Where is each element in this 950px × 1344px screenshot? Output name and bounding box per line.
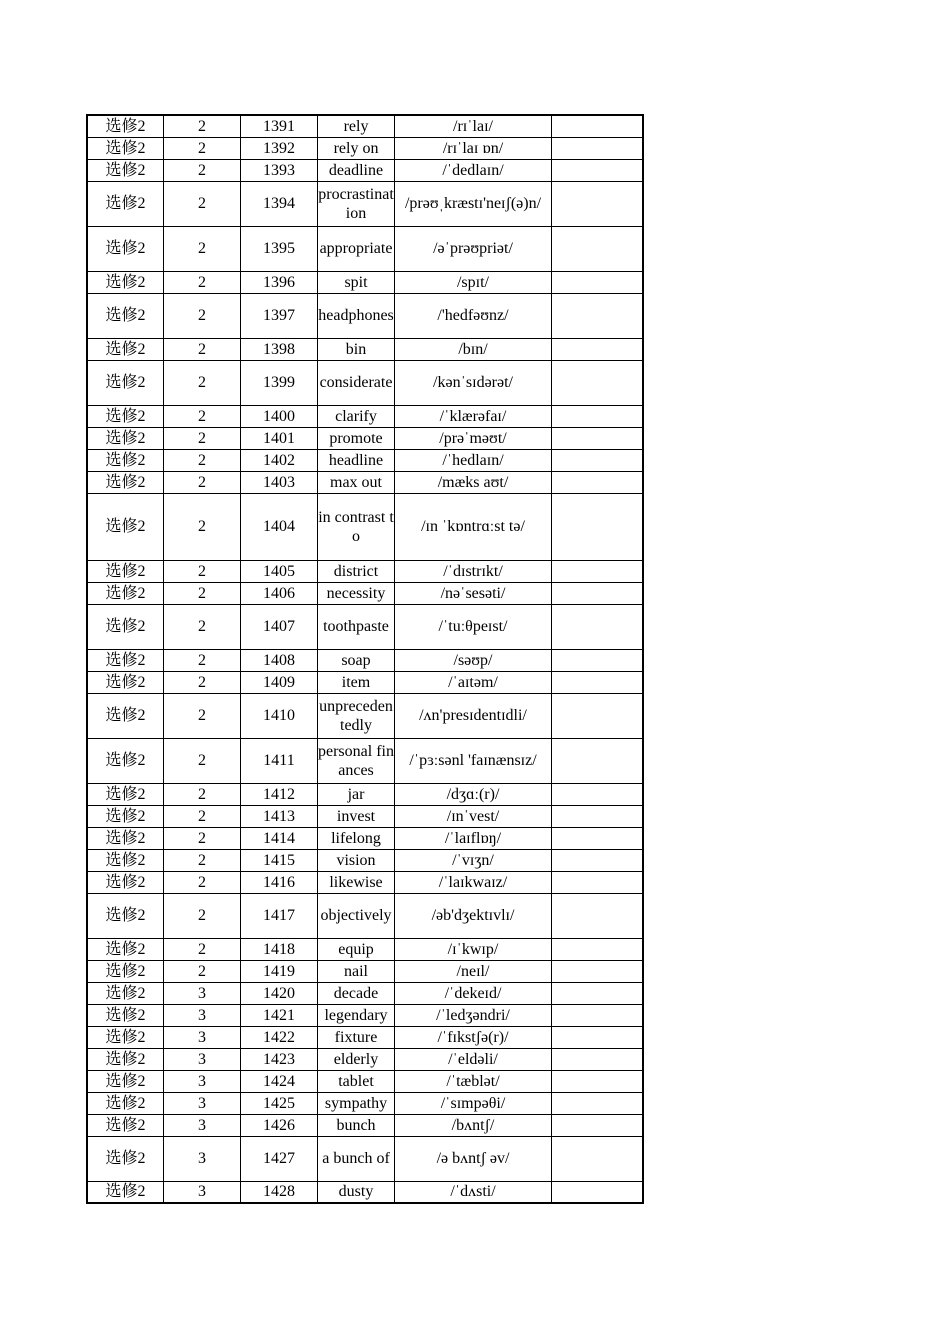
note-cell	[552, 783, 644, 805]
unit-cell: 2	[164, 226, 241, 271]
number-cell: 1422	[241, 1026, 318, 1048]
word-cell: rely	[318, 115, 395, 137]
word-cell: promote	[318, 427, 395, 449]
vocabulary-table-body	[87, 115, 643, 1203]
table-row	[87, 181, 643, 226]
word-cell: fixture	[318, 1026, 395, 1048]
phonetic-cell: /ˈlaɪkwaɪz/	[395, 871, 552, 893]
book-cell: 选修2	[87, 427, 164, 449]
phonetic-cell: /prəʊˌkræstɪ'neɪʃ(ə)n/	[395, 181, 552, 226]
number-cell: 1425	[241, 1092, 318, 1114]
number-cell: 1417	[241, 893, 318, 938]
book-cell: 选修2	[87, 560, 164, 582]
unit-cell: 2	[164, 493, 241, 560]
book-cell: 选修2	[87, 783, 164, 805]
word-cell: considerate	[318, 360, 395, 405]
note-cell	[552, 871, 644, 893]
phonetic-cell: /ˈdɪstrɪkt/	[395, 560, 552, 582]
table-row	[87, 115, 643, 137]
word-cell: legendary	[318, 1004, 395, 1026]
note-cell	[552, 181, 644, 226]
word-cell: dusty	[318, 1181, 395, 1203]
unit-cell: 2	[164, 427, 241, 449]
number-cell: 1413	[241, 805, 318, 827]
table-row	[87, 582, 643, 604]
table-row	[87, 938, 643, 960]
word-cell: spit	[318, 271, 395, 293]
note-cell	[552, 1070, 644, 1092]
phonetic-cell: /ʌn'presɪdentɪdli/	[395, 693, 552, 738]
number-cell: 1410	[241, 693, 318, 738]
number-cell: 1414	[241, 827, 318, 849]
note-cell	[552, 159, 644, 181]
word-cell: headline	[318, 449, 395, 471]
phonetic-cell: /ɪˈkwɪp/	[395, 938, 552, 960]
table-row	[87, 1114, 643, 1136]
table-row	[87, 871, 643, 893]
word-cell: jar	[318, 783, 395, 805]
unit-cell: 3	[164, 982, 241, 1004]
book-cell: 选修2	[87, 582, 164, 604]
word-cell: deadline	[318, 159, 395, 181]
phonetic-cell: /ˈtuːθpeɪst/	[395, 604, 552, 649]
note-cell	[552, 849, 644, 871]
book-cell: 选修2	[87, 181, 164, 226]
number-cell: 1404	[241, 493, 318, 560]
word-cell: objectively	[318, 893, 395, 938]
unit-cell: 3	[164, 1136, 241, 1181]
note-cell	[552, 471, 644, 493]
note-cell	[552, 560, 644, 582]
note-cell	[552, 137, 644, 159]
word-cell: sympathy	[318, 1092, 395, 1114]
number-cell: 1411	[241, 738, 318, 783]
word-cell: tablet	[318, 1070, 395, 1092]
number-cell: 1405	[241, 560, 318, 582]
note-cell	[552, 271, 644, 293]
word-cell: appropriate	[318, 226, 395, 271]
book-cell: 选修2	[87, 871, 164, 893]
word-cell: vision	[318, 849, 395, 871]
phonetic-cell: /neɪl/	[395, 960, 552, 982]
table-row	[87, 693, 643, 738]
word-cell: nail	[318, 960, 395, 982]
number-cell: 1399	[241, 360, 318, 405]
table-row	[87, 293, 643, 338]
table-row	[87, 960, 643, 982]
number-cell: 1400	[241, 405, 318, 427]
table-row	[87, 137, 643, 159]
unit-cell: 2	[164, 271, 241, 293]
book-cell: 选修2	[87, 604, 164, 649]
book-cell: 选修2	[87, 693, 164, 738]
note-cell	[552, 604, 644, 649]
vocabulary-table	[86, 114, 644, 1204]
unit-cell: 3	[164, 1114, 241, 1136]
number-cell: 1395	[241, 226, 318, 271]
unit-cell: 2	[164, 738, 241, 783]
word-cell: necessity	[318, 582, 395, 604]
table-row	[87, 338, 643, 360]
table-row	[87, 671, 643, 693]
word-cell: personal finances	[318, 738, 395, 783]
table-row	[87, 360, 643, 405]
book-cell: 选修2	[87, 1114, 164, 1136]
table-row	[87, 1092, 643, 1114]
book-cell: 选修2	[87, 293, 164, 338]
unit-cell: 3	[164, 1048, 241, 1070]
book-cell: 选修2	[87, 1048, 164, 1070]
word-cell: rely on	[318, 137, 395, 159]
book-cell: 选修2	[87, 738, 164, 783]
note-cell	[552, 960, 644, 982]
unit-cell: 2	[164, 871, 241, 893]
table-row	[87, 982, 643, 1004]
unit-cell: 3	[164, 1181, 241, 1203]
unit-cell: 2	[164, 604, 241, 649]
phonetic-cell: /əb'dʒektɪvlɪ/	[395, 893, 552, 938]
unit-cell: 2	[164, 181, 241, 226]
book-cell: 选修2	[87, 338, 164, 360]
unit-cell: 2	[164, 159, 241, 181]
unit-cell: 2	[164, 360, 241, 405]
table-row	[87, 1070, 643, 1092]
unit-cell: 2	[164, 960, 241, 982]
note-cell	[552, 671, 644, 693]
number-cell: 1409	[241, 671, 318, 693]
book-cell: 选修2	[87, 671, 164, 693]
word-cell: headphones	[318, 293, 395, 338]
note-cell	[552, 582, 644, 604]
book-cell: 选修2	[87, 449, 164, 471]
unit-cell: 2	[164, 893, 241, 938]
table-row	[87, 649, 643, 671]
phonetic-cell: /ə bʌntʃ əv/	[395, 1136, 552, 1181]
unit-cell: 2	[164, 671, 241, 693]
phonetic-cell: /ˈhedlaɪn/	[395, 449, 552, 471]
phonetic-cell: /ˈdʌsti/	[395, 1181, 552, 1203]
phonetic-cell: /ˈsɪmpəθi/	[395, 1092, 552, 1114]
unit-cell: 2	[164, 405, 241, 427]
unit-cell: 2	[164, 783, 241, 805]
note-cell	[552, 982, 644, 1004]
unit-cell: 2	[164, 827, 241, 849]
word-cell: district	[318, 560, 395, 582]
table-row	[87, 427, 643, 449]
table-row	[87, 827, 643, 849]
number-cell: 1415	[241, 849, 318, 871]
phonetic-cell: /əˈprəʊpriət/	[395, 226, 552, 271]
unit-cell: 3	[164, 1070, 241, 1092]
note-cell	[552, 1048, 644, 1070]
word-cell: invest	[318, 805, 395, 827]
phonetic-cell: /ɪnˈvest/	[395, 805, 552, 827]
book-cell: 选修2	[87, 960, 164, 982]
phonetic-cell: /prəˈməʊt/	[395, 427, 552, 449]
number-cell: 1418	[241, 938, 318, 960]
note-cell	[552, 938, 644, 960]
note-cell	[552, 226, 644, 271]
unit-cell: 2	[164, 849, 241, 871]
number-cell: 1428	[241, 1181, 318, 1203]
number-cell: 1406	[241, 582, 318, 604]
table-row	[87, 738, 643, 783]
number-cell: 1393	[241, 159, 318, 181]
note-cell	[552, 1092, 644, 1114]
word-cell: a bunch of	[318, 1136, 395, 1181]
number-cell: 1403	[241, 471, 318, 493]
note-cell	[552, 1136, 644, 1181]
number-cell: 1427	[241, 1136, 318, 1181]
book-cell: 选修2	[87, 226, 164, 271]
note-cell	[552, 293, 644, 338]
phonetic-cell: /bɪn/	[395, 338, 552, 360]
number-cell: 1420	[241, 982, 318, 1004]
note-cell	[552, 338, 644, 360]
word-cell: equip	[318, 938, 395, 960]
phonetic-cell: /ˈledʒəndri/	[395, 1004, 552, 1026]
unit-cell: 3	[164, 1004, 241, 1026]
phonetic-cell: /bʌntʃ/	[395, 1114, 552, 1136]
note-cell	[552, 1181, 644, 1203]
phonetic-cell: /mæks aʊt/	[395, 471, 552, 493]
number-cell: 1426	[241, 1114, 318, 1136]
word-cell: procrastination	[318, 181, 395, 226]
word-cell: decade	[318, 982, 395, 1004]
note-cell	[552, 827, 644, 849]
table-row	[87, 493, 643, 560]
number-cell: 1398	[241, 338, 318, 360]
note-cell	[552, 405, 644, 427]
unit-cell: 2	[164, 471, 241, 493]
note-cell	[552, 1026, 644, 1048]
table-row	[87, 604, 643, 649]
table-row	[87, 271, 643, 293]
table-row	[87, 783, 643, 805]
table-row	[87, 560, 643, 582]
note-cell	[552, 738, 644, 783]
phonetic-cell: /ˈtæblət/	[395, 1070, 552, 1092]
phonetic-cell: /səʊp/	[395, 649, 552, 671]
unit-cell: 2	[164, 115, 241, 137]
note-cell	[552, 360, 644, 405]
table-row	[87, 1026, 643, 1048]
unit-cell: 2	[164, 293, 241, 338]
table-row	[87, 1136, 643, 1181]
unit-cell: 2	[164, 449, 241, 471]
phonetic-cell: /ˈvɪʒn/	[395, 849, 552, 871]
phonetic-cell: /ˈeldəli/	[395, 1048, 552, 1070]
phonetic-cell: /ˈpɜːsənl 'faɪnænsɪz/	[395, 738, 552, 783]
unit-cell: 3	[164, 1026, 241, 1048]
book-cell: 选修2	[87, 115, 164, 137]
phonetic-cell: /ˈlaɪflɒŋ/	[395, 827, 552, 849]
table-row	[87, 226, 643, 271]
number-cell: 1423	[241, 1048, 318, 1070]
number-cell: 1397	[241, 293, 318, 338]
book-cell: 选修2	[87, 649, 164, 671]
book-cell: 选修2	[87, 271, 164, 293]
book-cell: 选修2	[87, 1136, 164, 1181]
unit-cell: 2	[164, 137, 241, 159]
table-row	[87, 893, 643, 938]
number-cell: 1408	[241, 649, 318, 671]
number-cell: 1416	[241, 871, 318, 893]
phonetic-cell: /ˈaɪtəm/	[395, 671, 552, 693]
word-cell: clarify	[318, 405, 395, 427]
word-cell: soap	[318, 649, 395, 671]
unit-cell: 2	[164, 693, 241, 738]
book-cell: 选修2	[87, 982, 164, 1004]
phonetic-cell: /'hedfəʊnz/	[395, 293, 552, 338]
number-cell: 1401	[241, 427, 318, 449]
book-cell: 选修2	[87, 938, 164, 960]
phonetic-cell: /ɪn ˈkɒntrɑːst tə/	[395, 493, 552, 560]
number-cell: 1407	[241, 604, 318, 649]
number-cell: 1396	[241, 271, 318, 293]
unit-cell: 2	[164, 338, 241, 360]
note-cell	[552, 427, 644, 449]
table-row	[87, 805, 643, 827]
number-cell: 1424	[241, 1070, 318, 1092]
word-cell: toothpaste	[318, 604, 395, 649]
unit-cell: 2	[164, 649, 241, 671]
number-cell: 1419	[241, 960, 318, 982]
word-cell: item	[318, 671, 395, 693]
book-cell: 选修2	[87, 159, 164, 181]
phonetic-cell: /ˈklærəfaɪ/	[395, 405, 552, 427]
book-cell: 选修2	[87, 893, 164, 938]
note-cell	[552, 493, 644, 560]
book-cell: 选修2	[87, 493, 164, 560]
table-row	[87, 1181, 643, 1203]
book-cell: 选修2	[87, 1004, 164, 1026]
number-cell: 1392	[241, 137, 318, 159]
phonetic-cell: /rɪˈlaɪ/	[395, 115, 552, 137]
unit-cell: 2	[164, 560, 241, 582]
word-cell: in contrast to	[318, 493, 395, 560]
phonetic-cell: /ˈdekeɪd/	[395, 982, 552, 1004]
table-row	[87, 1048, 643, 1070]
book-cell: 选修2	[87, 1026, 164, 1048]
word-cell: elderly	[318, 1048, 395, 1070]
book-cell: 选修2	[87, 137, 164, 159]
word-cell: lifelong	[318, 827, 395, 849]
unit-cell: 2	[164, 805, 241, 827]
note-cell	[552, 1004, 644, 1026]
table-row	[87, 849, 643, 871]
phonetic-cell: /spɪt/	[395, 271, 552, 293]
phonetic-cell: /kənˈsɪdərət/	[395, 360, 552, 405]
table-row	[87, 1004, 643, 1026]
book-cell: 选修2	[87, 1181, 164, 1203]
number-cell: 1391	[241, 115, 318, 137]
book-cell: 选修2	[87, 849, 164, 871]
unit-cell: 2	[164, 938, 241, 960]
note-cell	[552, 805, 644, 827]
book-cell: 选修2	[87, 1092, 164, 1114]
word-cell: unprecedentedly	[318, 693, 395, 738]
word-cell: bin	[318, 338, 395, 360]
unit-cell: 2	[164, 582, 241, 604]
number-cell: 1412	[241, 783, 318, 805]
book-cell: 选修2	[87, 471, 164, 493]
word-cell: likewise	[318, 871, 395, 893]
table-row	[87, 471, 643, 493]
phonetic-cell: /ˈdedlaɪn/	[395, 159, 552, 181]
note-cell	[552, 449, 644, 471]
note-cell	[552, 693, 644, 738]
note-cell	[552, 115, 644, 137]
phonetic-cell: /nəˈsesəti/	[395, 582, 552, 604]
word-cell: max out	[318, 471, 395, 493]
note-cell	[552, 893, 644, 938]
unit-cell: 3	[164, 1092, 241, 1114]
book-cell: 选修2	[87, 827, 164, 849]
note-cell	[552, 649, 644, 671]
number-cell: 1394	[241, 181, 318, 226]
book-cell: 选修2	[87, 360, 164, 405]
book-cell: 选修2	[87, 405, 164, 427]
phonetic-cell: /rɪˈlaɪ ɒn/	[395, 137, 552, 159]
phonetic-cell: /dʒɑː(r)/	[395, 783, 552, 805]
table-row	[87, 405, 643, 427]
book-cell: 选修2	[87, 1070, 164, 1092]
word-cell: bunch	[318, 1114, 395, 1136]
phonetic-cell: /ˈfɪkstʃə(r)/	[395, 1026, 552, 1048]
note-cell	[552, 1114, 644, 1136]
number-cell: 1421	[241, 1004, 318, 1026]
table-row	[87, 449, 643, 471]
number-cell: 1402	[241, 449, 318, 471]
book-cell: 选修2	[87, 805, 164, 827]
table-row	[87, 159, 643, 181]
